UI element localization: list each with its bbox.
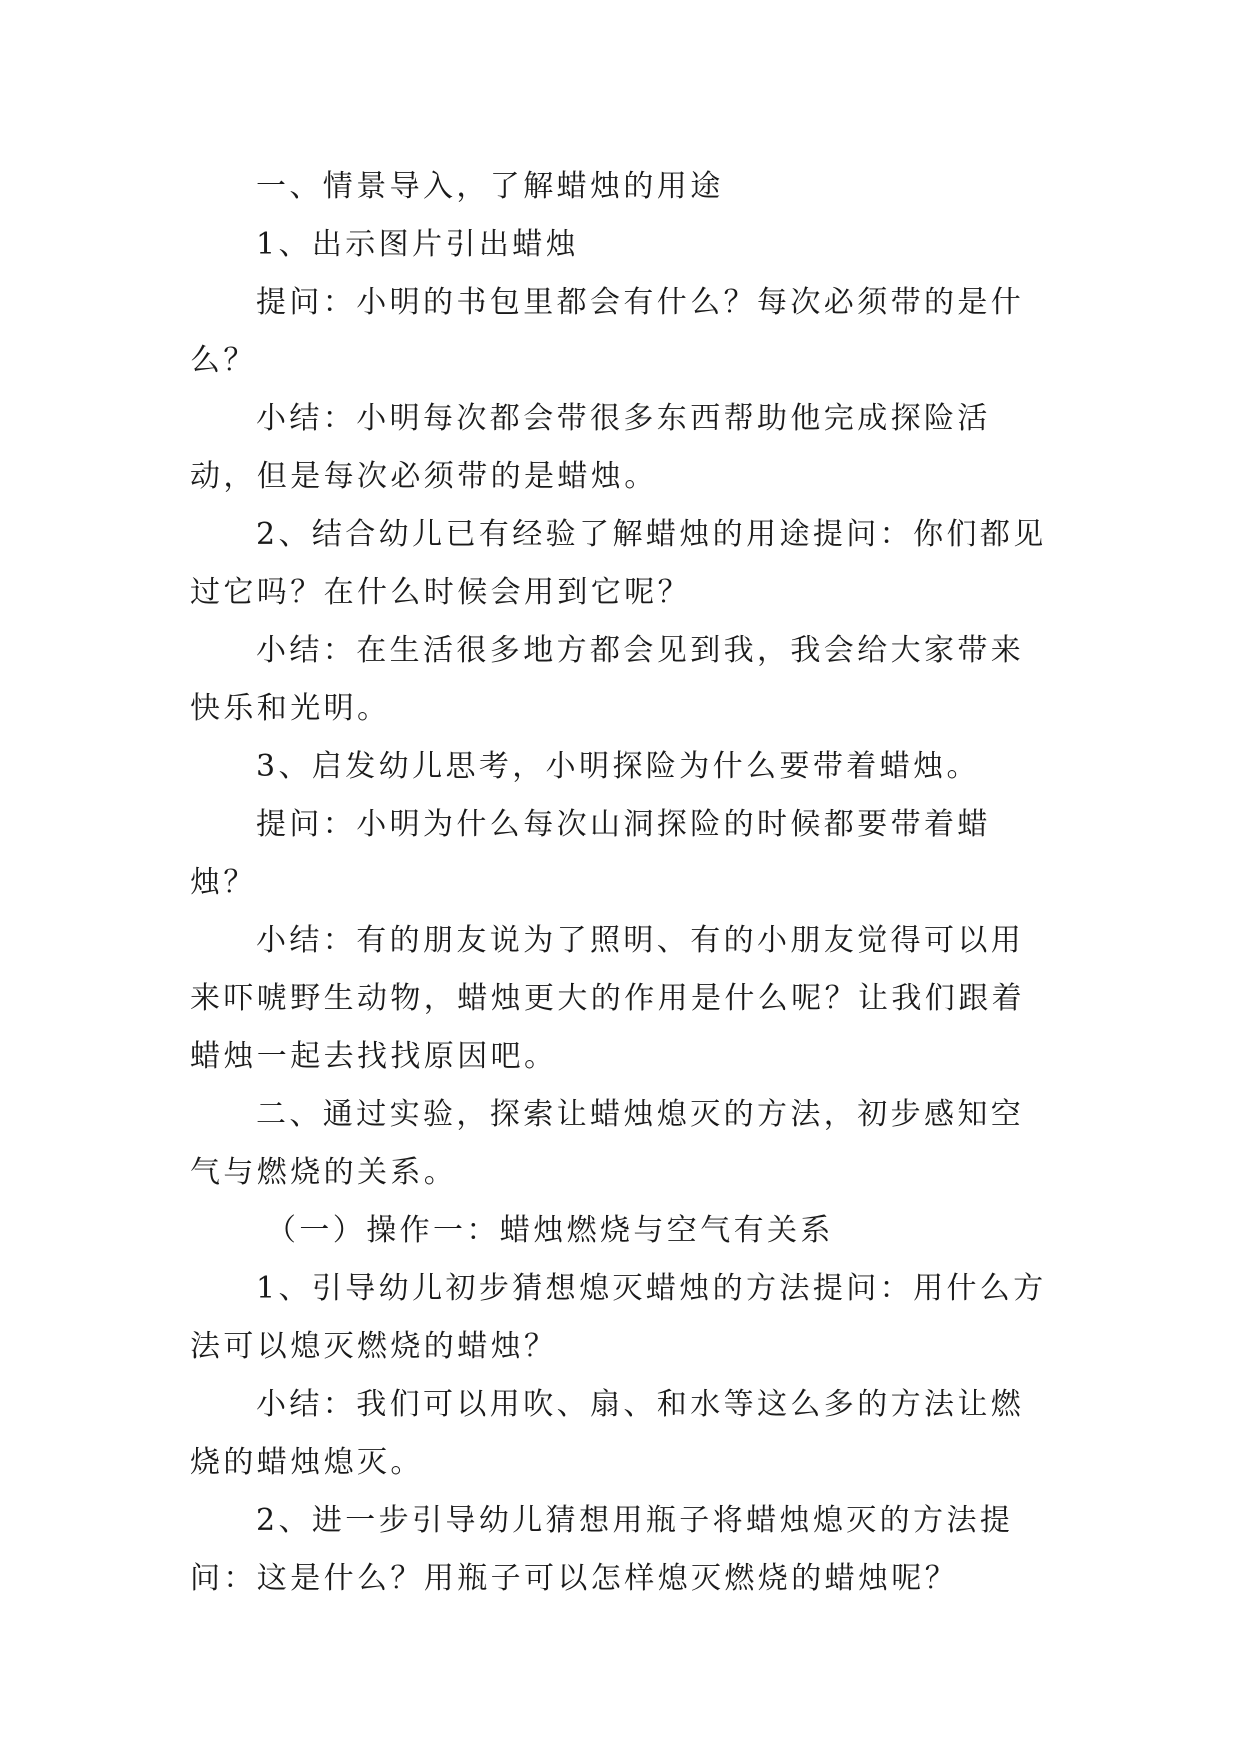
section-heading-1: 一、情景导入，了解蜡烛的用途 <box>256 169 724 204</box>
question-1: 提问：小明的书包里都会有什么？每次必须带的是什么？ <box>190 285 1025 378</box>
step-2: 2、结合幼儿已有经验了解蜡烛的用途提问：你们都见过它吗？在什么时候会用到它呢？ <box>190 517 1047 610</box>
subsection-heading-1: （一）操作一：蜡烛燃烧与空气有关系 <box>266 1213 834 1248</box>
section-heading-2: 二、通过实验，探索让蜡烛熄灭的方法，初步感知空气与燃烧的关系。 <box>190 1097 1025 1190</box>
summary-1: 小结：小明每次都会带很多东西帮助他完成探险活动，但是每次必须带的是蜡烛。 <box>190 401 991 494</box>
question-3: 提问：小明为什么每次山洞探险的时候都要带着蜡烛？ <box>190 807 991 900</box>
step-1: 1、出示图片引出蜡烛 <box>256 227 580 262</box>
step-4: 1、引导幼儿初步猜想熄灭蜡烛的方法提问：用什么方法可以熄灭燃烧的蜡烛？ <box>190 1271 1047 1364</box>
summary-4: 小结：我们可以用吹、扇、和水等这么多的方法让燃烧的蜡烛熄灭。 <box>190 1387 1025 1480</box>
step-3: 3、启发幼儿思考，小明探险为什么要带着蜡烛。 <box>256 749 980 784</box>
summary-3: 小结：有的朋友说为了照明、有的小朋友觉得可以用来吓唬野生动物，蜡烛更大的作用是什么呢？让我们跟着蜡烛一起去找找原因吧。 <box>190 923 1025 1074</box>
summary-2: 小结：在生活很多地方都会见到我，我会给大家带来快乐和光明。 <box>190 633 1025 726</box>
document-body <box>190 158 1050 1608</box>
step-5: 2、进一步引导幼儿猜想用瓶子将蜡烛熄灭的方法提问：这是什么？用瓶子可以怎样熄灭燃烧的蜡烛呢？ <box>190 1503 1014 1596</box>
